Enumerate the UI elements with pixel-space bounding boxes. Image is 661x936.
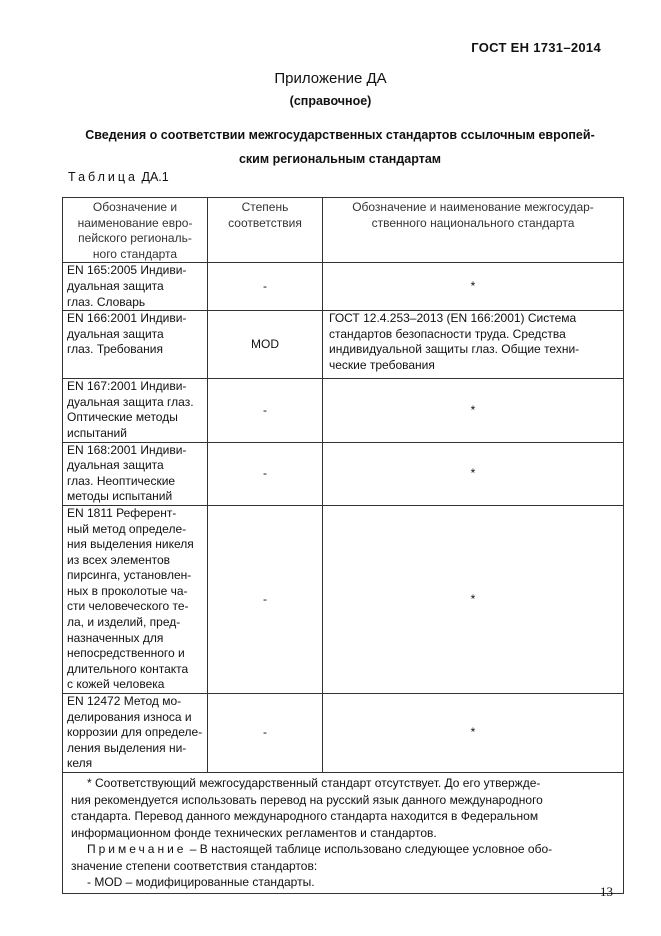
header-line: наименование евро- [77, 215, 193, 230]
cell-line: непосредственного и [67, 646, 185, 661]
table-label-word: Таблица [68, 170, 139, 184]
cell-line: длительного контакта [67, 661, 189, 676]
degree-cell: MOD [208, 311, 323, 379]
cell-line: ный метод определе- [67, 521, 187, 536]
european-standard-cell [63, 694, 208, 773]
header-line: соответствия [228, 215, 302, 230]
degree-cell: - [208, 379, 323, 442]
national-standard-cell: * [323, 263, 624, 311]
cell-line: EN 1811 Референт- [67, 505, 177, 520]
header-line: ного стандарта [92, 246, 178, 261]
note-label: Примечание [87, 842, 187, 856]
footnote-line: информационном фонде технических регламентов и стандартов. [71, 825, 437, 840]
appendix-subtitle: (справочное) [289, 94, 372, 108]
cell-line: Оптические методы [67, 410, 178, 425]
national-standard-cell: * [323, 694, 624, 773]
cell-line: из всех элементов [67, 552, 171, 567]
note-item: - MOD – модифицированные стандарты. [87, 875, 315, 889]
cell-line: ления выделения ни- [67, 740, 187, 755]
cell-line: глаз. Словарь [67, 294, 146, 309]
table-label [68, 170, 169, 184]
section-heading [60, 123, 620, 171]
header-cell-national-standard [323, 198, 624, 263]
header-line: Обозначение и [92, 200, 178, 214]
national-standard-cell: * [323, 442, 624, 505]
european-standard-cell [63, 263, 208, 311]
cell-line: ГОСТ 12.4.253–2013 (EN 166:2001) Система [329, 311, 577, 326]
cell-line: дуальная защита [67, 326, 164, 341]
table-label-number: ДА.1 [141, 170, 169, 184]
cell-line: ла, и изделий, пред- [67, 615, 181, 630]
page-number: 13 [600, 884, 613, 899]
cell-line: дуальная защита [67, 278, 164, 293]
cell-line: глаз. Неоптические [67, 473, 176, 488]
cell-line: коррозии для определе- [67, 725, 203, 740]
cell-line: сти человеческого те- [67, 599, 189, 614]
footnote-line: стандарта. Перевод данного международного стандарта находится в Федеральном [71, 809, 539, 823]
note-line [71, 841, 617, 858]
appendix-title: Приложение ДА [274, 70, 387, 87]
european-standard-cell [63, 379, 208, 442]
table-row [63, 263, 624, 311]
cell-line: келя [67, 756, 93, 771]
table-row [63, 379, 624, 442]
header-cell-degree [208, 198, 323, 263]
footnote-line: * Соответствующий межгосударственный стандарт отсутствует. До его утвержде- [87, 776, 541, 790]
table-header-row [63, 198, 624, 263]
cell-line: дуальная защита глаз. [67, 394, 194, 409]
cell-line: делирования износа и [67, 709, 192, 724]
table-row [63, 694, 624, 773]
table-row [63, 311, 624, 379]
cell-line: ных в проколотые ча- [67, 583, 188, 598]
header-line: Обозначение и наименование межгосудар- [352, 200, 594, 214]
table-footnote-row [63, 773, 624, 894]
table-row [63, 442, 624, 505]
cell-line: EN 168:2001 Индиви- [67, 442, 187, 457]
degree-cell: - [208, 442, 323, 505]
cell-line: EN 165:2005 Индиви- [67, 263, 187, 278]
table-row [63, 505, 624, 693]
european-standard-cell [63, 442, 208, 505]
cell-line: назначенных для [67, 630, 164, 645]
header-line: Степень [241, 200, 289, 214]
cell-line: индивидуальной защиты глаз. Общие техни- [329, 342, 580, 357]
correspondence-table [62, 197, 624, 894]
cell-line: EN 12472 Метод мо- [67, 694, 182, 709]
cell-line: пирсинга, установлен- [67, 568, 192, 583]
document-header: ГОСТ EH 1731–2014 [471, 40, 601, 55]
cell-line: стандартов безопасности труда. Средства [329, 326, 566, 341]
cell-line: дуальная защита [67, 458, 164, 473]
national-standard-cell: * [323, 379, 624, 442]
degree-cell: - [208, 263, 323, 311]
header-line: ственного национального стандарта [371, 215, 575, 230]
national-standard-cell: * [323, 505, 624, 693]
cell-line: испытаний [67, 425, 127, 440]
cell-line: ния выделения никеля [67, 537, 194, 552]
european-standard-cell [63, 505, 208, 693]
note-line: значение степени соответствия стандартов: [71, 858, 318, 873]
heading-line: Сведения о соответствии межгосударственных стандартов ссылочным европей- [85, 128, 595, 142]
footnote-line: ния рекомендуется использовать перевод на русский язык данного международного [71, 792, 543, 807]
national-standard-cell [323, 311, 624, 379]
header-cell-european-standard [63, 198, 208, 263]
degree-cell: - [208, 505, 323, 693]
cell-line: EN 167:2001 Индиви- [67, 379, 187, 394]
european-standard-cell [63, 311, 208, 379]
degree-cell: - [208, 694, 323, 773]
header-line: пейского региональ- [78, 231, 192, 246]
footnote-cell [63, 773, 624, 894]
cell-line: ческие требования [329, 357, 435, 372]
cell-line: методы испытаний [67, 489, 173, 504]
heading-line: ским региональным стандартам [238, 152, 442, 166]
note-text: – В настоящей таблице использовано следующее условное обо- [186, 842, 553, 856]
cell-line: EN 166:2001 Индиви- [67, 311, 187, 326]
cell-line: с кожей человека [67, 677, 165, 692]
cell-line: глаз. Требования [67, 342, 163, 357]
